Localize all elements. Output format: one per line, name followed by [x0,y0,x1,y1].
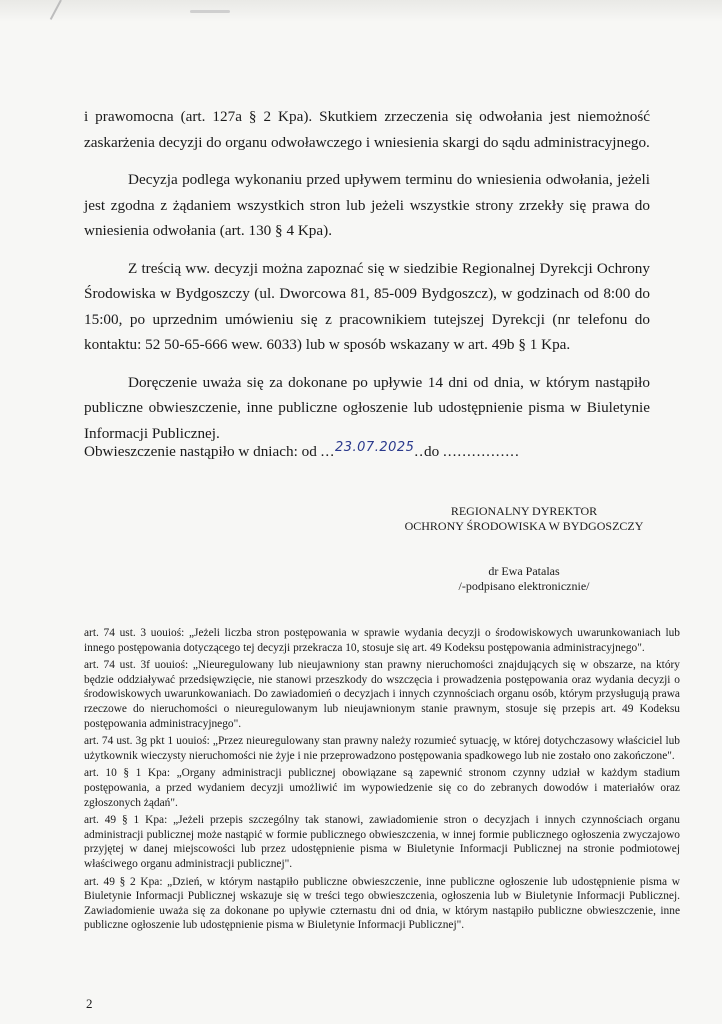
body-text [84,104,650,458]
paragraph-delivery: Doręczenie uważa się za dokonane po upływie 14 dni od dnia, w którym nastąpiło publiczne obwieszczenie, inne publiczne ogłoszenie lub udostępnienie pisma w Biuletynie Informacji Publicznej. [84,373,650,442]
from-dots: ... [320,443,335,460]
signatory-name: dr Ewa Patalas [488,564,560,578]
paragraph-appeal-waiver: i prawomocna (art. 127a § 2 Kpa). Skutkiem zrzeczenia się odwołania jest niemożność zaskarżenia decyzji do organu odwoławczego i wniesienia skargi do sądu administracyjnego. [84,108,650,151]
electronic-signature-note: /-podpisano elektronicznie/ [458,579,590,593]
signature-title-2: OCHRONY ŚRODOWISKA W BYDGOSZCZY [404,519,644,533]
to-label: do [424,443,440,460]
scan-mark [190,10,230,13]
from-dots-trail: .. [414,443,425,460]
paragraph-execution: Decyzja podlega wykonaniu przed upływem terminu do wniesienia odwołania, jeżeli jest zgodna z żądaniem wszystkich stron lub jeżeli wszystkie strony zrzekły się prawa do wniesienia odwołania (art. 130 § 4 Kpa). [84,171,650,239]
to-dots: ................ [443,443,520,460]
footnote: art. 49 § 2 Kpa: „Dzień, w którym nastąpiło publiczne obwieszczenie, inne publiczne ogłoszenie lub udostępnienie pisma w Biuletynie Informacji Publicznej wskazuje się w treści tego obwieszczenia, ogłoszenia lub w Biuletynie Informacji Publicznej. Zawiadomienie uważa się za dokonane po upływie czternastu dni od dnia, w którym nastąpiło publiczne obwieszczenie, inne publiczne ogłoszenie lub udostępnienie pisma w Biuletynie Informacji Publicznej". [84,875,680,932]
footnote: art. 74 ust. 3f uouioś: „Nieuregulowany lub nieujawniony stan prawny nieruchomości znajdujących się w obszarze, na który będzie oddziaływać przedsięwzięcie, nie stanowi przeszkody do wszczęcia i prowadzenia postępowania oraz wydania decyzji o środowiskowych uwarunkowaniach. Do zawiadomień o decyzjach i innych czynnościach organu osób, którym przysługują prawa rzeczowe do nieruchomości o nieuregulowanym lub nieujawnionym stanie prawnym, stosuje się przepis art. 49 Kodeksu postępowania administracyjnego". [84,659,680,730]
announcement-dates [84,441,650,464]
footnote: art. 74 ust. 3 uouioś: „Jeżeli liczba stron postępowania w sprawie wydania decyzji o środowiskowych uwarunkowaniach lub innego postępowania dotyczącego tej decyzji przekracza 10, stosuje się art. 49 Kodeksu postępowania administracyjnego". [84,627,680,654]
footnote: art. 74 ust. 3g pkt 1 uouioś: „Przez nieuregulowany stan prawny należy rozumieć sytuację, w której dotychczasowy właściciel lub użytkownik wieczysty nieruchomości nie żyje i nie przeprowadzono postępowania spadkowego lub nie zostało ono zakończone". [84,735,680,762]
from-date-handwritten: 23.07.2025 [334,440,415,455]
announcement-label: Obwieszczenie nastąpiło w dniach: od [84,443,317,460]
paragraph-access: Z treścią ww. decyzji można zapoznać się w siedzibie Regionalnej Dyrekcji Ochrony Środowiska w Bydgoszczy (ul. Dworcowa 81, 85-009 Bydgoszcz), w godzinach od 8:00 do 15:00, po uprzednim umówieniu się z pracownikiem tutejszej Dyrekcji (nr telefonu do kontaktu: 52 50-65-666 wew. 6033) lub w sposób wskazany w art. 49b § 1 Kpa. [84,259,650,353]
footnote: art. 49 § 1 Kpa: „Jeżeli przepis szczególny tak stanowi, zawiadomienie stron o decyzjach i innych czynnościach organu administracji publicznej może nastąpić w formie publicznego obwieszczenia, w innej formie publicznego ogłoszenia zwyczajowo przyjętej w danej miejscowości lub przez udostępnienie pisma w Biuletynie Informacji Publicznej na stronie podmiotowej właściwego organu administracji publicznej". [84,814,680,870]
page-number: 2 [86,996,93,1011]
footnote: art. 10 § 1 Kpa: „Organy administracji publicznej obowiązane są zapewnić stronom czynny udział w każdym stadium postępowania, a przed wydaniem decyzji umożliwić im wypowiedzenie się co do zebranych dowodów i materiałów oraz zgłoszonych żądań". [84,767,680,809]
scan-edge [0,0,722,22]
signature-block [396,504,652,594]
signature-title-1: REGIONALNY DYREKTOR [450,504,598,518]
legal-footnotes [84,626,680,936]
